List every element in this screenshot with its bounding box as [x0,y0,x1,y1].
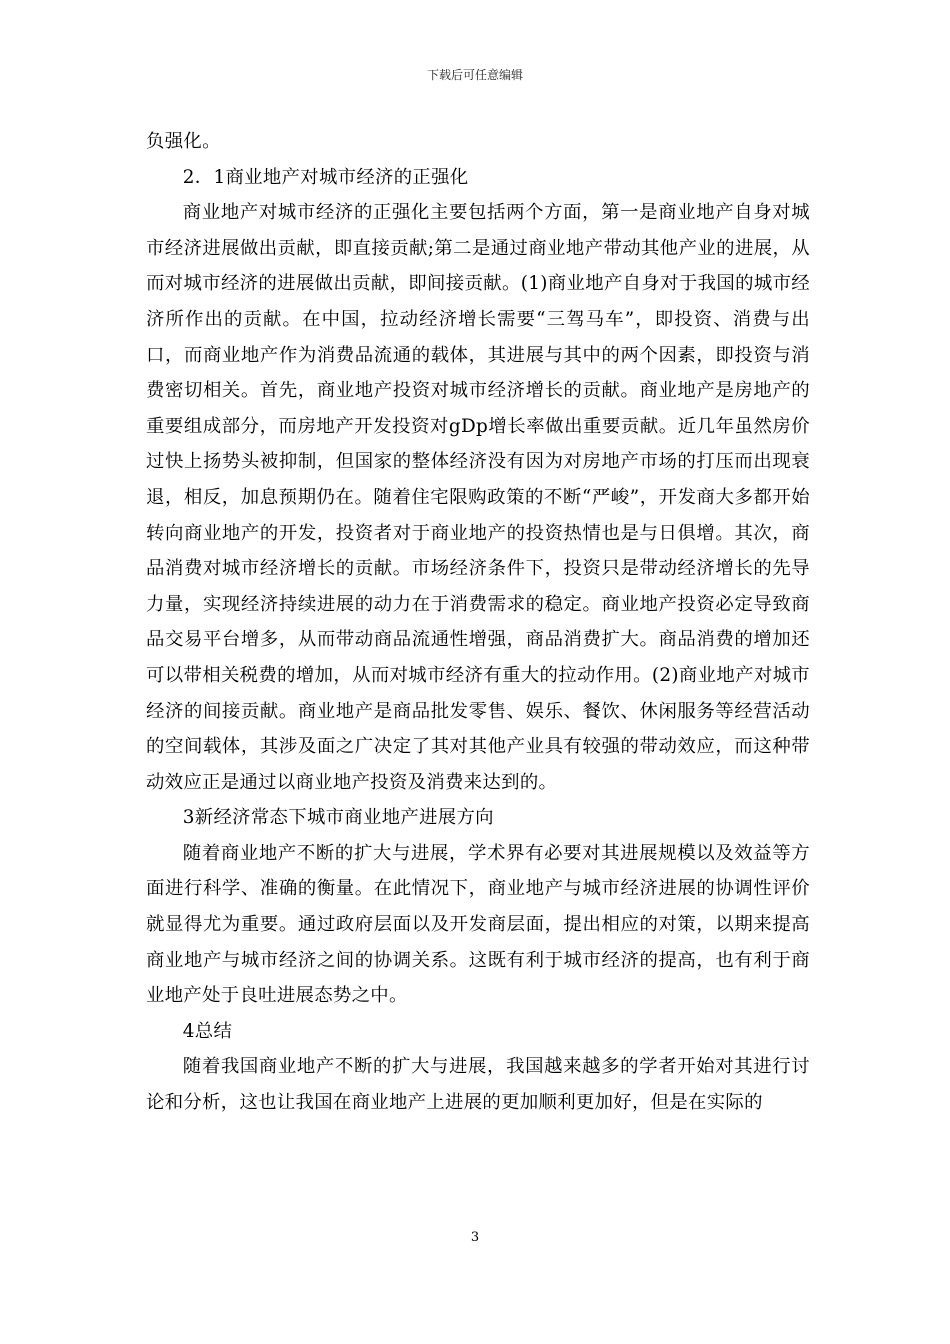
section-heading-4: 4总结 [182,1020,233,1042]
paragraph-2-1: 商业地产对城市经济的正强化主要包括两个方面，第一是商业地产自身对城市经济进展做出贡献，即直接贡献;第二是通过商业地产带动其他产业的进展，从而对城市经济的进展做出贡献，即间接贡献。(1)商业地产自身对于我国的城市经济所作出的贡献。在中国，拉动经济增长需要“三驾马车”，即投资、消费与出口，而商业地产作为消费品流通的载体，其进展与其中的两个因素，即投资与消费密切相关。首先，商业地产投资对城市经济增长的贡献。商业地产是房地产的重要组成部分，而房地产开发投资对gDp增长率做出重要贡献。近几年虽然房价过快上扬势头被抑制，但国家的整体经济没有因为对房地产市场的打压而出现衰退，相反，加息预期仍在。随着住宅限购政策的不断“严峻”，开发商大多都开始转向商业地产的开发，投资者对于商业地产的投资热情也是与日俱增。其次，商品消费对城市经济增长的贡献。市场经济条件下，投资只是带动经济增长的先导力量，实现经济持续进展的动力在于消费需求的稳定。商业地产投资必定导致商品交易平台增多，从而带动商品流通性增强，商品消费扩大。商品消费的增加还可以带相关税费的增加，从而对城市经济有重大的拉动作用。(2)商业地产对城市经济的间接贡献。商业地产是商品批发零售、娱乐、餐饮、休闲服务等经营活动的空间载体，其涉及面之广决定了其对其他产业具有较强的带动效应，而这种带动效应正是通过以商业地产投资及消费来达到的。 [146,202,810,793]
page-header: 下载后可任意编辑 [426,68,523,82]
paragraph-continuation: 负强化。 [146,131,221,152]
section-heading-2-1: 2．1商业地产对城市经济的正强化 [182,166,469,188]
document-body [146,124,810,1121]
page-number: 3 [470,1230,480,1245]
paragraph-3: 随着商业地产不断的扩大与进展，学术界有必要对其进展规模以及效益等方面进行科学、准确的衡量。在此情况下，商业地产与城市经济进展的协调性评价就显得尤为重要。通过政府层面以及开发商层面，提出相应的对策，以期来提高商业地产与城市经济之间的协调关系。这既有利于城市经济的提高，也有利于商业地产处于良吐进展态势之中。 [146,842,810,1007]
section-heading-3: 3新经济常态下城市商业地产进展方向 [182,807,494,829]
paragraph-4: 随着我国商业地产不断的扩大与进展，我国越来越多的学者开始对其进行讨论和分析，这也让我国在商业地产上进展的更加顺利更加好，但是在实际的 [146,1056,810,1114]
